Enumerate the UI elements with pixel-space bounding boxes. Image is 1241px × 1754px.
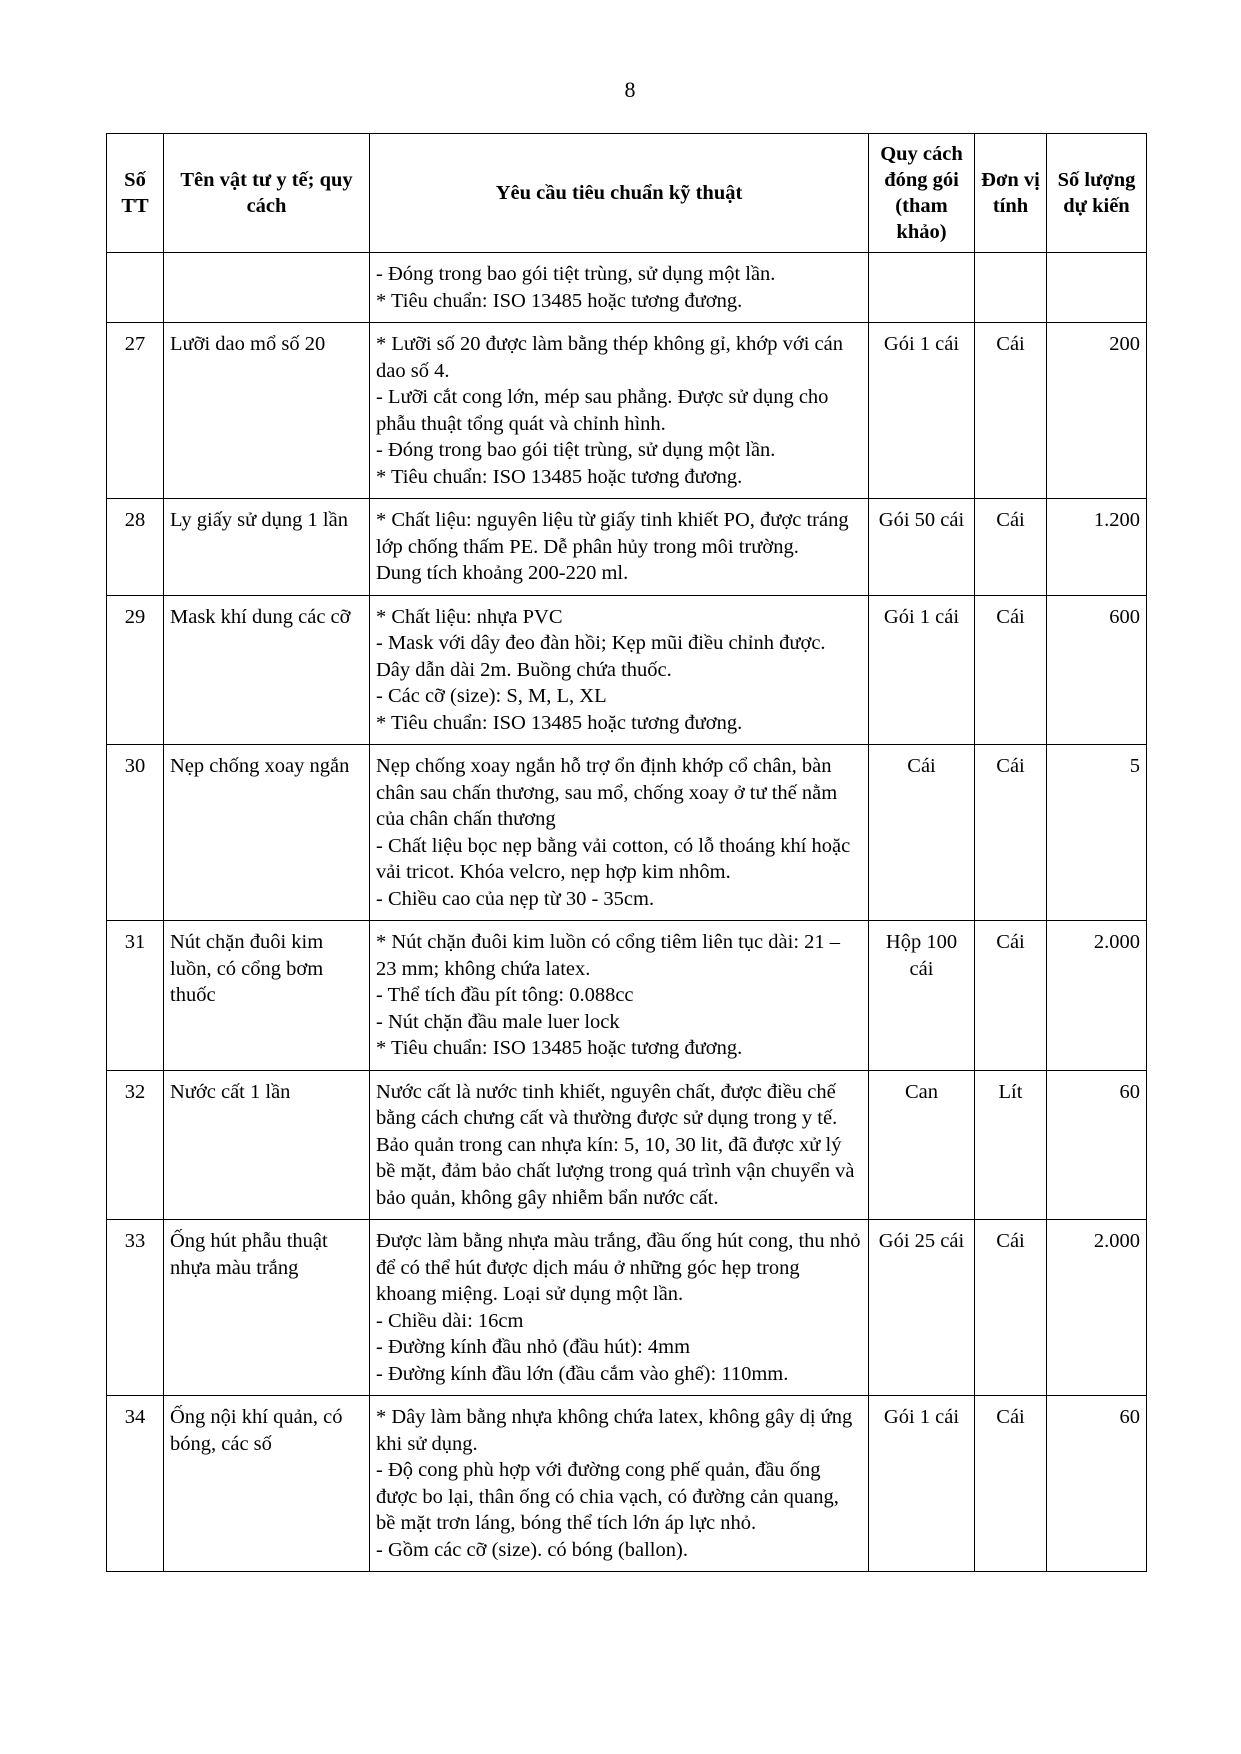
spec-line: - Mask với dây đeo đàn hồi; Kẹp mũi điều chỉnh được. Dây dẫn dài 2m. Buồng chứa thuốc. <box>376 632 826 681</box>
row-pack: Gói 50 cái <box>869 499 975 596</box>
row-spec <box>370 595 869 745</box>
row-pack: Gói 1 cái <box>869 323 975 499</box>
row-stt: 28 <box>107 499 164 596</box>
spec-line: Nước cất là nước tinh khiết, nguyên chất, được điều chế bằng cách chưng cất và thường được sử dụng trong y tế. <box>376 1080 838 1129</box>
spec-line: Dung tích khoảng 200-220 ml. <box>376 562 629 584</box>
spec-line: * Dây làm bằng nhựa không chứa latex, không gây dị ứng khi sử dụng. <box>376 1406 853 1455</box>
spec-line: - Gồm các cỡ (size). có bóng (ballon). <box>376 1538 688 1561</box>
spec-line: - Thể tích đầu pít tông: 0.088cc <box>376 984 634 1006</box>
page-number: 8 <box>624 77 636 102</box>
header-spec: Yêu cầu tiêu chuẩn kỹ thuật <box>370 134 869 253</box>
spec-line: * Tiêu chuẩn: ISO 13485 hoặc tương đương. <box>376 465 743 488</box>
row-name: Ống hút phẫu thuật nhựa màu trắng <box>164 1220 370 1396</box>
spec-line: - Đường kính đầu nhỏ (đầu hút): 4mm <box>376 1336 691 1358</box>
row-pack <box>869 253 975 323</box>
header-unit: Đơn vị tính <box>975 134 1047 253</box>
row-stt: 34 <box>107 1396 164 1572</box>
spec-line: * Tiêu chuẩn: ISO 13485 hoặc tương đương. <box>376 1037 743 1059</box>
row-unit: Cái <box>975 595 1047 745</box>
row-qty: 5 <box>1047 745 1147 921</box>
spec-line: - Chất liệu bọc nẹp bằng vải cotton, có lỗ thoáng khí hoặc vải tricot. Khóa velcro, nẹp hợp kim nhôm. <box>376 834 851 883</box>
table-body <box>107 253 1147 1572</box>
header-stt: Số TT <box>107 134 164 253</box>
row-stt: 30 <box>107 745 164 921</box>
row-unit: Cái <box>975 1220 1047 1396</box>
spec-line: - Đóng trong bao gói tiệt trùng, sử dụng một lần. <box>376 263 776 285</box>
row-stt: 31 <box>107 921 164 1071</box>
row-unit <box>975 253 1047 323</box>
row-pack: Gói 1 cái <box>869 595 975 745</box>
row-name: Mask khí dung các cỡ <box>164 595 370 745</box>
row-unit: Cái <box>975 323 1047 499</box>
row-qty: 60 <box>1047 1396 1147 1572</box>
table-row <box>107 595 1147 745</box>
spec-line: * Chất liệu: nhựa PVC <box>376 605 563 628</box>
spec-line: - Các cỡ (size): S, M, L, XL <box>376 685 607 707</box>
row-qty: 2.000 <box>1047 1220 1147 1396</box>
row-spec <box>370 1220 869 1396</box>
row-spec <box>370 1396 869 1572</box>
spec-line: - Chiều cao của nẹp từ 30 - 35cm. <box>376 887 655 910</box>
row-pack: Cái <box>869 745 975 921</box>
medical-supplies-table <box>106 133 1147 1572</box>
table-row <box>107 323 1147 499</box>
table-row <box>107 921 1147 1071</box>
table-header-row <box>107 134 1147 253</box>
row-stt <box>107 253 164 323</box>
row-spec <box>370 323 869 499</box>
spec-line: * Nút chặn đuôi kim luồn có cổng tiêm liên tục dài: 21 – 23 mm; không chứa latex. <box>376 931 841 980</box>
row-qty: 60 <box>1047 1070 1147 1220</box>
row-name: Ống nội khí quản, có bóng, các số <box>164 1396 370 1572</box>
row-spec <box>370 253 869 323</box>
table-row <box>107 253 1147 323</box>
row-pack: Gói 1 cái <box>869 1396 975 1572</box>
row-pack: Can <box>869 1070 975 1220</box>
spec-line: Bảo quản trong can nhựa kín: 5, 10, 30 lit, đã được xử lý bề mặt, đảm bảo chất lượng trong quá trình vận chuyển và bảo quản, không gây nhiễm bẩn nước cất. <box>376 1133 855 1209</box>
table-row <box>107 499 1147 596</box>
row-qty: 2.000 <box>1047 921 1147 1071</box>
row-qty: 1.200 <box>1047 499 1147 596</box>
row-spec <box>370 1070 869 1220</box>
spec-line: * Tiêu chuẩn: ISO 13485 hoặc tương đương. <box>376 711 743 734</box>
row-name: Lưỡi dao mổ số 20 <box>164 323 370 499</box>
table-row <box>107 1220 1147 1396</box>
row-name: Nước cất 1 lần <box>164 1070 370 1220</box>
spec-line: Được làm bằng nhựa màu trắng, đầu ống hút cong, thu nhỏ để có thể hút được dịch máu ở những góc hẹp trong khoang miệng. Loại sử dụng một lần. <box>376 1230 861 1305</box>
header-qty: Số lượng dự kiến <box>1047 134 1147 253</box>
row-stt: 32 <box>107 1070 164 1220</box>
spec-line: * Lưỡi số 20 được làm bằng thép không gỉ, khớp với cán dao số 4. <box>376 333 843 382</box>
spec-line: - Đóng trong bao gói tiệt trùng, sử dụng một lần. <box>376 439 776 461</box>
row-spec <box>370 499 869 596</box>
row-qty: 200 <box>1047 323 1147 499</box>
table-row <box>107 745 1147 921</box>
row-name: Ly giấy sử dụng 1 lần <box>164 499 370 596</box>
spec-line: - Đường kính đầu lớn (đầu cắm vào ghế): 110mm. <box>376 1362 789 1385</box>
row-unit: Cái <box>975 921 1047 1071</box>
row-name <box>164 253 370 323</box>
spec-line: - Độ cong phù hợp với đường cong phế quản, đầu ống được bo lại, thân ống có chia vạch, có đường cản quang, bề mặt trơn láng, bóng thể tích lớn áp lực nhỏ. <box>376 1459 839 1534</box>
row-unit: Cái <box>975 499 1047 596</box>
row-stt: 27 <box>107 323 164 499</box>
spec-line: * Chất liệu: nguyên liệu từ giấy tinh khiết PO, được tráng lớp chống thấm PE. Dễ phân hủy trong môi trường. <box>376 509 849 558</box>
row-spec <box>370 745 869 921</box>
row-pack: Hộp 100 cái <box>869 921 975 1071</box>
row-stt: 29 <box>107 595 164 745</box>
spec-line: - Lưỡi cắt cong lớn, mép sau phẳng. Được sử dụng cho phẫu thuật tổng quát và chỉnh hình. <box>376 386 829 435</box>
spec-line: - Nút chặn đầu male luer lock <box>376 1010 620 1033</box>
row-unit: Cái <box>975 1396 1047 1572</box>
row-qty: 600 <box>1047 595 1147 745</box>
spec-line: * Tiêu chuẩn: ISO 13485 hoặc tương đương. <box>376 289 743 312</box>
row-pack: Gói 25 cái <box>869 1220 975 1396</box>
table-row <box>107 1396 1147 1572</box>
header-name: Tên vật tư y tế; quy cách <box>164 134 370 253</box>
spec-line: - Chiều dài: 16cm <box>376 1309 524 1332</box>
header-pack: Quy cách đóng gói (tham khảo) <box>869 134 975 253</box>
row-name: Nút chặn đuôi kim luồn, có cổng bơm thuốc <box>164 921 370 1071</box>
row-unit: Cái <box>975 745 1047 921</box>
row-name: Nẹp chống xoay ngắn <box>164 745 370 921</box>
row-stt: 33 <box>107 1220 164 1396</box>
row-unit: Lít <box>975 1070 1047 1220</box>
row-spec <box>370 921 869 1071</box>
table-row <box>107 1070 1147 1220</box>
row-qty <box>1047 253 1147 323</box>
spec-line: Nẹp chống xoay ngắn hỗ trợ ổn định khớp cổ chân, bàn chân sau chấn thương, sau mổ, chống xoay ở tư thế nằm của chân chấn thương <box>376 755 838 830</box>
